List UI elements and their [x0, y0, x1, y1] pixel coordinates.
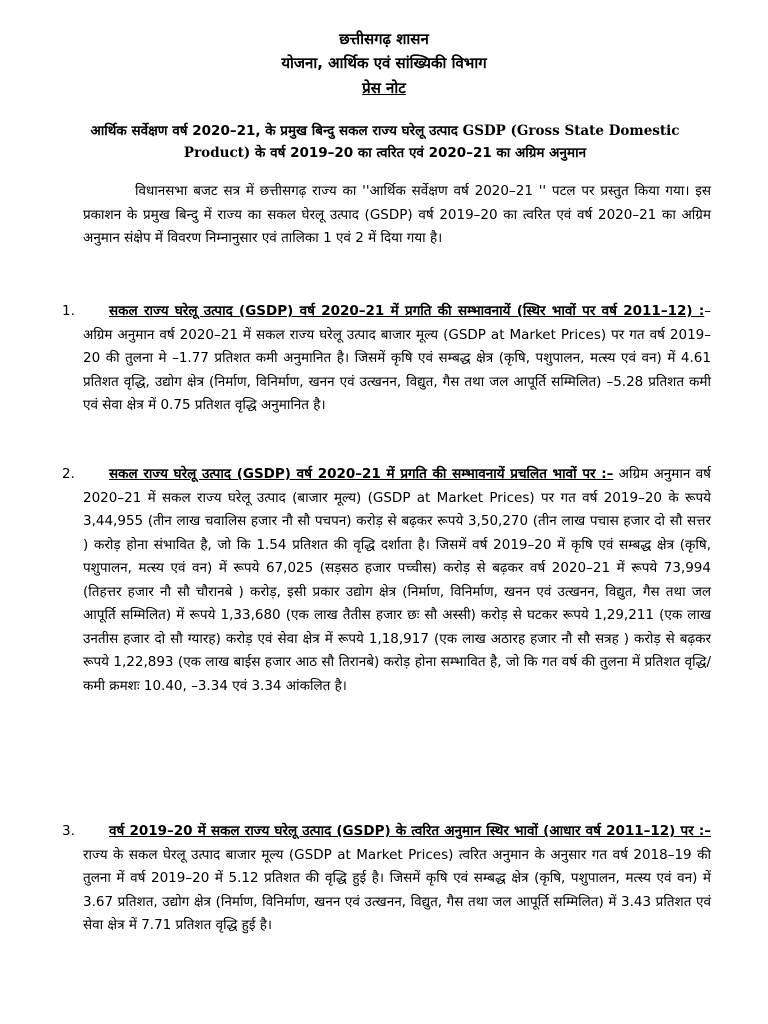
intro-paragraph: विधानसभा बजट सत्र में छत्तीसगढ़ राज्य का ''आर्थिक सर्वेक्षण वर्ष 2020–21 '' पटल पर प्रस्तुत किया गया। इस प्रकाशन के प्रमुख बिन्दु में राज्य का सकल घेरलू उत्पाद (GSDP) वर्ष 2019–20 का त्वरित एवं वर्ष 2020–21 का अग्रिम अनुमान संक्षेप में विवरण निम्नानुसार एवं तालिका 1 एवं 2 में दिया गया है।: [83, 183, 711, 246]
section-3-body: राज्य के सकल घेरलू उत्पाद बाजार मूल्य (GSDP at Market Prices) त्वरित अनुमान के अनुसार गत वर्ष 2018–19 की तुलना में वर्ष 2019–20 में 5.12 प्रतिशत की वृद्धि हुई है। जिसमें कृषि एवं सम्बद्ध क्षेत्र (कृषि, पशुपालन, मत्स्य एवं वन) में 3.67 प्रतिशत, उद्योग क्षेत्र (निर्माण, विनिर्माण, खनन एवं उत्खनन, विद्युत, गैस तथा जल आपूर्ति सम्मिलित) में 3.43 प्रतिशत एवं सेवा क्षेत्र में 7.71 प्रतिशत वृद्धि हुई है।: [83, 846, 711, 933]
section-1: [83, 300, 711, 418]
section-1-number: 1.: [62, 303, 75, 319]
header-press-note: प्रेस नोट: [362, 79, 406, 97]
section-1-heading: सकल राज्य घरेलू उत्पाद (GSDP) वर्ष 2020–21 में प्रगति की सम्भावनायें (स्थिर भावों पर वर्ष 2011–12) :: [109, 303, 705, 319]
section-3-number: 3.: [62, 823, 75, 839]
section-2-body: अग्रिम अनुमान वर्ष 2020–21 में सकल राज्य घरेलू उत्पाद (बाजार मूल्य) (GSDP at Market Prices) पर गत वर्ष 2019–20 के रूपये 3,44,955 (तीन लाख चवालिस हजार नौ सौ पचपन) करोड़ से बढ़कर रूपये 3,50,270 (तीन लाख पचास हजार दो सौ सत्तर ) करोड़ होना संभावित है, जो कि 1.54 प्रतिशत की वृद्धि दर्शाता है। जिसमें वर्ष 2019–20 में कृषि एवं सम्बद्ध क्षेत्र (कृषि, पशुपालन, मत्स्य एवं वन) में रूपये 67,025 (सड़सठ हजार पच्चीस) करोड़ से बढ़कर वर्ष 2020–21 में रूपये 73,994 (तिहत्तर हजार नौ सौ चौरानबे ) करोड़, इसी प्रकार उद्योग क्षेत्र (निर्माण, विनिर्माण, खनन एवं उत्खनन, विद्युत, गैस तथा जल आपूर्ति सम्मिलित) में रूपये 1,33,680 (एक लाख तैतीस हजार छः सौ अस्सी) करोड़ से घटकर रूपये 1,29,211 (एक लाख उनतीस हजार दो सौ ग्यारह) करोड़ एवं सेवा क्षेत्र में रूपये 1,18,917 (एक लाख अठारह हजार नौ सौ सत्रह ) करोड़ से बढ़कर रूपये 1,22,893 (एक लाख बाईस हजार आठ सौ तिरानबे) करोड़ होना सम्भावित है, जो कि गत वर्ष की तुलना में प्रतिशत वृद्धि/कमी क्रमशः 10.40, –3.34 एवं 3.34 आंकलित है।: [83, 466, 711, 694]
header-department: योजना, आर्थिक एवं सांख्यिकी विभाग: [281, 54, 487, 72]
subject-part-2: GSDP (Gross State Domestic Product): [183, 123, 680, 161]
section-2: [83, 463, 711, 698]
section-1-body: – अग्रिम अनुमान वर्ष 2020–21 में सकल राज्य घरेलू उत्पाद बाजार मूल्य (GSDP at Market Prices) पर गत वर्ष 2019–20 की तुलना मे –1.77 प्रतिशत कमी अनुमानित है। जिसमें कृषि एवं सम्बद्ध क्षेत्र (कृषि, पशुपालन, मत्स्य एवं वन) में 4.61 प्रतिशत वृद्धि, उद्योग क्षेत्र (निर्माण, विनिर्माण, खनन एवं उत्खनन, विद्युत, गैस तथा जल आपूर्ति सम्मिलित) –5.28 प्रतिशत कमी एवं सेवा क्षेत्र में 0.75 प्रतिशत वृद्धि अनुमानित है।: [83, 303, 711, 413]
subject-part-1: आर्थिक सर्वेक्षण वर्ष 2020–21, के प्रमुख बिन्दु सकल राज्य घरेलू उत्पाद: [90, 123, 463, 139]
section-2-number: 2.: [62, 466, 75, 482]
subject-part-3: के वर्ष 2019–20 का त्वरित एवं 2020–21 का अग्रिम अनुमान: [250, 145, 587, 161]
header-government: छत्तीसगढ़ शासन: [339, 30, 429, 48]
subject-heading: [70, 120, 700, 164]
section-2-heading: सकल राज्य घरेलू उत्पाद (GSDP) वर्ष 2020–21 में प्रगति की सम्भावनायें प्रचलित भावों पर :–: [109, 466, 614, 482]
section-3-heading: वर्ष 2019–20 में सकल राज्य घरेलू उत्पाद (GSDP) के त्वरित अनुमान स्थिर भावों (आधार वर्ष 2011–12) पर :–: [109, 823, 711, 839]
section-3: [83, 820, 711, 938]
